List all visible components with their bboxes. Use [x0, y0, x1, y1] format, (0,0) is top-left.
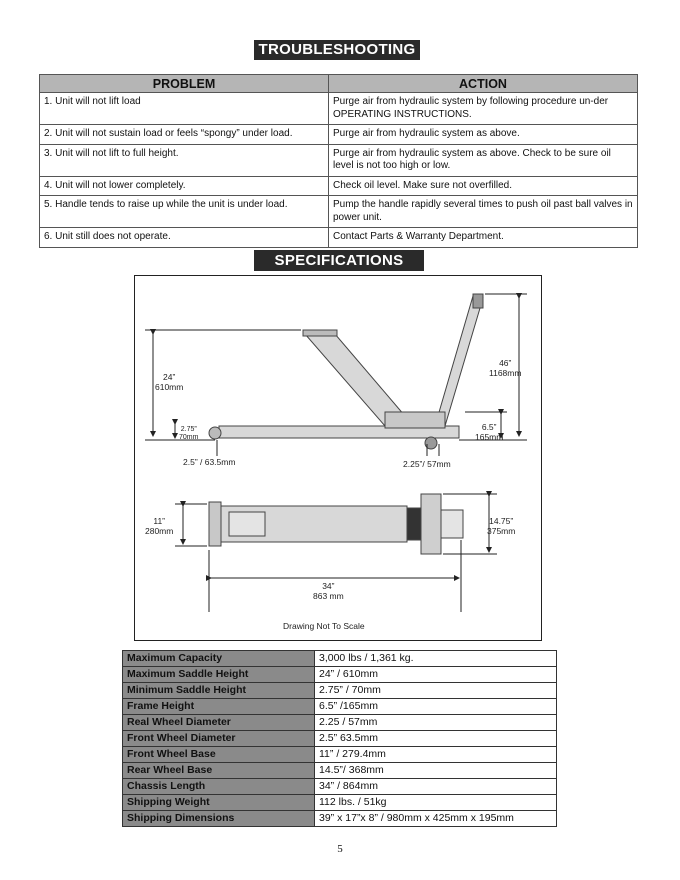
length-inches: 34” [322, 581, 335, 591]
table-row [123, 763, 557, 779]
spec-value: 39” x 17”x 8” / 980mm x 425mm x 195mm [315, 811, 557, 827]
problem-cell: 6. Unit still does not operate. [40, 228, 329, 248]
table-row [123, 779, 557, 795]
front-base-inches: 11” [153, 516, 165, 526]
problem-cell: 3. Unit will not lift to full height. [40, 144, 329, 176]
jack-top-view [209, 494, 463, 554]
spec-value: 6.5” /165mm [315, 699, 557, 715]
spec-value: 34” / 864mm [315, 779, 557, 795]
spec-value: 14.5”/ 368mm [315, 763, 557, 779]
spec-label: Shipping Dimensions [123, 811, 315, 827]
spec-label: Minimum Saddle Height [123, 683, 315, 699]
problem-cell: 4. Unit will not lower completely. [40, 176, 329, 196]
spec-label: Chassis Length [123, 779, 315, 795]
table-row [123, 795, 557, 811]
handle-height-mm: 1168mm [489, 368, 522, 378]
front-base-label [145, 516, 173, 536]
problem-header: PROBLEM [40, 75, 329, 93]
action-cell: Pump the handle rapidly several times to push oil past ball valves in power unit. [329, 196, 638, 228]
table-row [40, 93, 638, 125]
handle-grip [473, 294, 483, 308]
problem-cell: 1. Unit will not lift load [40, 93, 329, 125]
spec-label: Shipping Weight [123, 795, 315, 811]
problem-cell: 2. Unit will not sustain load or feels “spongy” under load. [40, 125, 329, 145]
action-header: ACTION [329, 75, 638, 93]
action-cell: Contact Parts & Warranty Department. [329, 228, 638, 248]
spec-value: 24” / 610mm [315, 667, 557, 683]
length-mm: 863 mm [313, 591, 344, 601]
frame-height-inches: 6.5” [481, 422, 497, 432]
saddle-height-inches: 24” [163, 372, 176, 382]
spec-value: 3,000 lbs / 1,361 kg. [315, 651, 557, 667]
table-row [123, 651, 557, 667]
table-row [123, 715, 557, 731]
table-row [123, 747, 557, 763]
pump-top [407, 508, 421, 540]
saddle [303, 330, 337, 336]
problem-cell: 5. Handle tends to raise up while the unit is under load. [40, 196, 329, 228]
saddle-top [229, 512, 265, 536]
troubleshooting-table [39, 74, 638, 248]
table-row [123, 683, 557, 699]
page-number: 5 [337, 843, 343, 855]
spec-label: Frame Height [123, 699, 315, 715]
spec-value: 2.75” / 70mm [315, 683, 557, 699]
action-cell: Purge air from hydraulic system by following procedure un-der OPERATING INSTRUCTIONS. [329, 93, 638, 125]
handle [435, 296, 483, 426]
spec-label: Front Wheel Diameter [123, 731, 315, 747]
specifications-table [122, 650, 557, 827]
front-wheel-label: 2.5” / 63.5mm [183, 457, 236, 467]
spec-label: Front Wheel Base [123, 747, 315, 763]
action-cell: Check oil level. Make sure not overfilled. [329, 176, 638, 196]
handle-height-inches: 46” [499, 358, 512, 368]
spec-value: 2.25 / 57mm [315, 715, 557, 731]
troubleshooting-header-row [40, 75, 638, 93]
spec-value: 2.5” 63.5mm [315, 731, 557, 747]
length-label [313, 581, 344, 601]
jack-dimension-drawing [134, 275, 542, 641]
rear-wheel-label: 2.25”/ 57mm [403, 459, 451, 469]
table-row [123, 667, 557, 683]
action-cell: Purge air from hydraulic system as above. Check to be sure oil level is not too high or low. [329, 144, 638, 176]
rear-axle [421, 494, 441, 554]
front-base-mm: 280mm [145, 526, 174, 536]
table-row [40, 228, 638, 248]
spec-label: Maximum Capacity [123, 651, 315, 667]
action-cell: Purge air from hydraulic system as above. [329, 125, 638, 145]
table-row [40, 125, 638, 145]
handle-socket-top [441, 510, 463, 538]
table-row [123, 811, 557, 827]
frame-height-label [475, 422, 503, 442]
handle-height-label [489, 358, 521, 378]
spec-label: Real Wheel Diameter [123, 715, 315, 731]
spec-label: Maximum Saddle Height [123, 667, 315, 683]
spec-value: 112 lbs. / 51kg [315, 795, 557, 811]
table-row [123, 731, 557, 747]
pump-unit [385, 412, 445, 428]
jack-side-view [209, 294, 483, 449]
rear-base-label [487, 516, 515, 536]
rear-base-inches: 14.75” [489, 516, 514, 526]
table-row [40, 196, 638, 228]
troubleshooting-title: TROUBLESHOOTING [254, 40, 420, 60]
spec-value: 11” / 279.4mm [315, 747, 557, 763]
rear-base-mm: 375mm [487, 526, 516, 536]
saddle-height-label [155, 372, 183, 392]
spec-label: Rear Wheel Base [123, 763, 315, 779]
min-height-mm: 70mm [179, 434, 199, 441]
min-height-inches: 2.75” [180, 426, 197, 433]
frame-height-mm: 165mm [475, 432, 504, 442]
specifications-title: SPECIFICATIONS [254, 250, 424, 271]
table-row [123, 699, 557, 715]
front-axle [209, 502, 221, 546]
table-row [40, 176, 638, 196]
not-to-scale-note: Drawing Not To Scale [283, 621, 365, 631]
front-wheel [209, 427, 221, 439]
min-height-label [179, 426, 198, 442]
saddle-height-mm: 610mm [155, 382, 184, 392]
table-row [40, 144, 638, 176]
